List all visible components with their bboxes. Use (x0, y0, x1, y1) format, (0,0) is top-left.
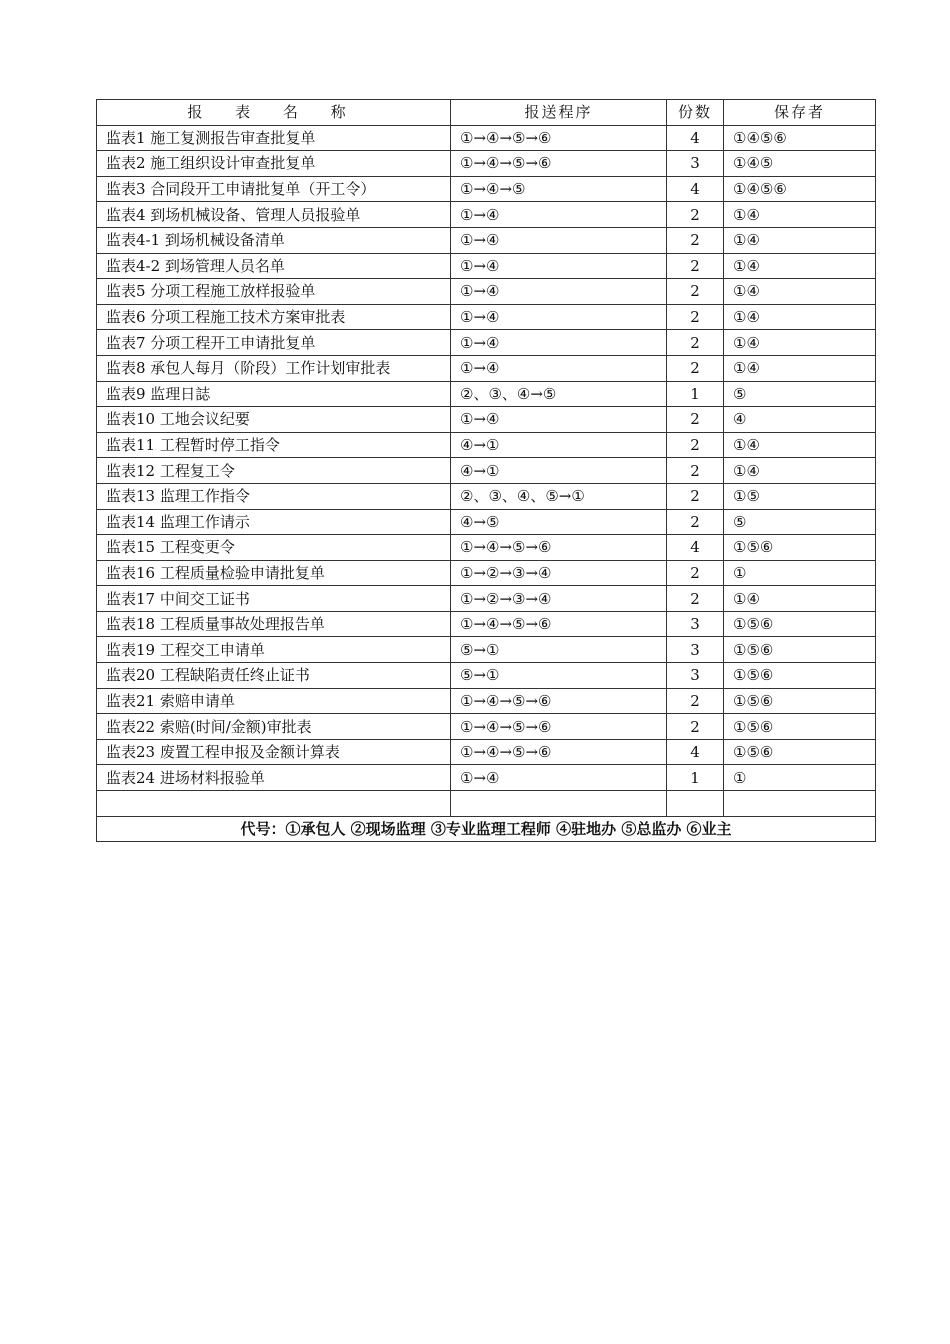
report-name-cell: 监表13 监理工作指令 (97, 483, 451, 509)
table-row (97, 253, 876, 279)
report-name-cell: 监表1 施工复测报告审查批复单 (97, 125, 451, 151)
table-row (97, 330, 876, 356)
copies-cell: 3 (667, 637, 724, 663)
header-keeper: 保存者 (724, 100, 876, 126)
table-row (97, 458, 876, 484)
report-name-cell: 监表9 监理日誌 (97, 381, 451, 407)
keeper-cell: ①④⑤⑥ (724, 176, 876, 202)
blank-cell (667, 791, 724, 817)
procedure-cell: ①→④→⑤→⑥ (451, 714, 667, 740)
keeper-cell: ①⑤⑥ (724, 611, 876, 637)
report-name-cell: 监表4 到场机械设备、管理人员报验单 (97, 202, 451, 228)
copies-cell: 2 (667, 688, 724, 714)
copies-cell: 1 (667, 765, 724, 791)
keeper-cell: ①④⑤⑥ (724, 125, 876, 151)
table-row (97, 304, 876, 330)
procedure-cell: ①→④→⑤ (451, 176, 667, 202)
table-row (97, 663, 876, 689)
table-row (97, 611, 876, 637)
table-row (97, 279, 876, 305)
procedure-cell: ①→④ (451, 279, 667, 305)
table-row (97, 227, 876, 253)
table-row (97, 739, 876, 765)
procedure-cell: ①→②→③→④ (451, 560, 667, 586)
report-name-cell: 监表20 工程缺陷责任终止证书 (97, 663, 451, 689)
report-name-cell: 监表17 中间交工证书 (97, 586, 451, 612)
keeper-cell: ①⑤⑥ (724, 739, 876, 765)
copies-cell: 2 (667, 227, 724, 253)
report-name-cell: 监表15 工程变更令 (97, 535, 451, 561)
keeper-cell: ①④ (724, 202, 876, 228)
table-row (97, 586, 876, 612)
keeper-cell: ①④ (724, 330, 876, 356)
copies-cell: 2 (667, 560, 724, 586)
report-name-cell: 监表12 工程复工令 (97, 458, 451, 484)
copies-cell: 2 (667, 432, 724, 458)
report-name-cell: 监表7 分项工程开工申请批复单 (97, 330, 451, 356)
procedure-cell: ①→④→⑤→⑥ (451, 688, 667, 714)
table-row (97, 355, 876, 381)
report-procedure-table (96, 99, 876, 842)
copies-cell: 4 (667, 176, 724, 202)
keeper-cell: ①⑤ (724, 483, 876, 509)
procedure-cell: ①→④→⑤→⑥ (451, 611, 667, 637)
table-row (97, 432, 876, 458)
keeper-cell: ①⑤⑥ (724, 535, 876, 561)
report-name-cell: 监表11 工程暂时停工指令 (97, 432, 451, 458)
procedure-cell: ②、③、④→⑤ (451, 381, 667, 407)
procedure-cell: ①→④ (451, 202, 667, 228)
procedure-cell: ⑤→① (451, 637, 667, 663)
keeper-cell: ①④ (724, 458, 876, 484)
report-name-cell: 监表5 分项工程施工放样报验单 (97, 279, 451, 305)
copies-cell: 2 (667, 483, 724, 509)
copies-cell: 3 (667, 611, 724, 637)
report-name-cell: 监表22 索赔(时间/金额)审批表 (97, 714, 451, 740)
report-name-cell: 监表16 工程质量检验申请批复单 (97, 560, 451, 586)
report-name-cell: 监表3 合同段开工申请批复单（开工令） (97, 176, 451, 202)
report-name-cell: 监表4-2 到场管理人员名单 (97, 253, 451, 279)
procedure-cell: ①→④→⑤→⑥ (451, 125, 667, 151)
table-row (97, 125, 876, 151)
procedure-cell: ①→④ (451, 227, 667, 253)
keeper-cell: ①④ (724, 586, 876, 612)
copies-cell: 2 (667, 714, 724, 740)
copies-cell: 2 (667, 253, 724, 279)
copies-cell: 2 (667, 279, 724, 305)
table-row (97, 483, 876, 509)
header-copies: 份数 (667, 100, 724, 126)
copies-cell: 3 (667, 151, 724, 177)
procedure-cell: ①→④ (451, 765, 667, 791)
keeper-cell: ① (724, 560, 876, 586)
table-row (97, 509, 876, 535)
report-name-cell: 监表19 工程交工申请单 (97, 637, 451, 663)
blank-cell (97, 791, 451, 817)
procedure-cell: ①→②→③→④ (451, 586, 667, 612)
keeper-cell: ①⑤⑥ (724, 688, 876, 714)
legend-row (97, 816, 876, 842)
keeper-cell: ①④ (724, 432, 876, 458)
procedure-cell: ①→④ (451, 407, 667, 433)
copies-cell: 4 (667, 535, 724, 561)
procedure-cell: ④→① (451, 432, 667, 458)
keeper-cell: ①④ (724, 355, 876, 381)
table-row (97, 202, 876, 228)
keeper-cell: ⑤ (724, 381, 876, 407)
keeper-cell: ①⑤⑥ (724, 663, 876, 689)
copies-cell: 1 (667, 381, 724, 407)
copies-cell: 2 (667, 458, 724, 484)
procedure-cell: ④→① (451, 458, 667, 484)
report-name-cell: 监表21 索赔申请单 (97, 688, 451, 714)
table-row (97, 407, 876, 433)
report-name-cell: 监表8 承包人每月（阶段）工作计划审批表 (97, 355, 451, 381)
report-name-cell: 监表23 废置工程申报及金额计算表 (97, 739, 451, 765)
procedure-cell: ①→④→⑤→⑥ (451, 535, 667, 561)
blank-cell (724, 791, 876, 817)
procedure-cell: ①→④ (451, 355, 667, 381)
copies-cell: 4 (667, 739, 724, 765)
copies-cell: 3 (667, 663, 724, 689)
report-name-cell: 监表6 分项工程施工技术方案审批表 (97, 304, 451, 330)
copies-cell: 2 (667, 202, 724, 228)
table-row (97, 637, 876, 663)
keeper-cell: ① (724, 765, 876, 791)
report-name-cell: 监表24 进场材料报验单 (97, 765, 451, 791)
table-row (97, 765, 876, 791)
copies-cell: 2 (667, 304, 724, 330)
blank-row (97, 791, 876, 817)
copies-cell: 2 (667, 586, 724, 612)
keeper-cell: ①④ (724, 227, 876, 253)
table-row (97, 688, 876, 714)
copies-cell: 2 (667, 355, 724, 381)
keeper-cell: ①④ (724, 304, 876, 330)
keeper-cell: ①④ (724, 279, 876, 305)
header-report-name: 报 表 名 称 (97, 100, 451, 126)
keeper-cell: ①④⑤ (724, 151, 876, 177)
table-row (97, 560, 876, 586)
keeper-cell: ⑤ (724, 509, 876, 535)
report-name-cell: 监表18 工程质量事故处理报告单 (97, 611, 451, 637)
table-row (97, 535, 876, 561)
code-legend: 代号：①承包人 ②现场监理 ③专业监理工程师 ④驻地办 ⑤总监办 ⑥业主 (97, 816, 876, 842)
report-name-cell: 监表14 监理工作请示 (97, 509, 451, 535)
report-name-cell: 监表2 施工组织设计审查批复单 (97, 151, 451, 177)
keeper-cell: ①⑤⑥ (724, 637, 876, 663)
procedure-cell: ⑤→① (451, 663, 667, 689)
table-body (97, 125, 876, 790)
copies-cell: 4 (667, 125, 724, 151)
table-row (97, 714, 876, 740)
table-row (97, 381, 876, 407)
keeper-cell: ④ (724, 407, 876, 433)
header-procedure: 报送程序 (451, 100, 667, 126)
procedure-cell: ②、③、④、⑤→① (451, 483, 667, 509)
procedure-cell: ①→④ (451, 304, 667, 330)
procedure-cell: ①→④ (451, 253, 667, 279)
copies-cell: 2 (667, 509, 724, 535)
procedure-cell: ①→④→⑤→⑥ (451, 151, 667, 177)
report-name-cell: 监表10 工地会议纪要 (97, 407, 451, 433)
header-row (97, 100, 876, 126)
copies-cell: 2 (667, 330, 724, 356)
keeper-cell: ①④ (724, 253, 876, 279)
procedure-cell: ①→④→⑤→⑥ (451, 739, 667, 765)
procedure-cell: ①→④ (451, 330, 667, 356)
blank-cell (451, 791, 667, 817)
copies-cell: 2 (667, 407, 724, 433)
table-row (97, 176, 876, 202)
keeper-cell: ①⑤⑥ (724, 714, 876, 740)
report-name-cell: 监表4-1 到场机械设备清单 (97, 227, 451, 253)
table-row (97, 151, 876, 177)
procedure-cell: ④→⑤ (451, 509, 667, 535)
